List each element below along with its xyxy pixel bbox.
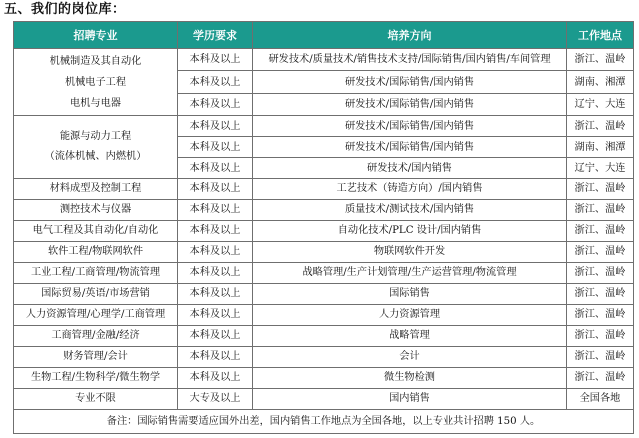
education-cell: 本科及以上: [178, 116, 253, 137]
education-cell: 本科及以上: [178, 137, 253, 158]
table-row: [14, 49, 634, 71]
table-row: [14, 388, 634, 409]
education-cell: 本科及以上: [178, 346, 253, 367]
direction-cell: 战略管理/生产计划管理/生产运营管理/物流管理: [253, 262, 567, 283]
education-cell: 本科及以上: [178, 220, 253, 241]
section-heading: 五、我们的岗位库：: [4, 2, 126, 17]
direction-cell: 国际销售: [253, 283, 567, 304]
major-cell: 财务管理/会计: [14, 346, 178, 367]
direction-cell: 会计: [253, 346, 567, 367]
direction-cell: 研发技术/国际销售/国内销售: [253, 137, 567, 158]
header-major: 招聘专业: [14, 22, 178, 49]
location-cell: 浙江、温岭: [567, 346, 634, 367]
major-cell-group1: [14, 49, 178, 116]
major-subtitle: （流体机械、内燃机）: [44, 151, 147, 163]
education-cell: 大专及以上: [178, 388, 253, 409]
direction-cell: 研发技术/国内销售: [253, 158, 567, 179]
direction-cell: 人力资源管理: [253, 304, 567, 325]
education-cell: 本科及以上: [178, 367, 253, 388]
location-cell: 湖南、湘潭: [567, 71, 634, 93]
location-cell: 浙江、温岭: [567, 262, 634, 283]
direction-cell: 质量技术/测试技术/国内销售: [253, 199, 567, 220]
table-row: [14, 346, 634, 367]
table-row: [14, 283, 634, 304]
footnote: 备注：国际销售需要适应国外出差，国内销售工作地点为全国各地，以上专业共计招聘 150 人。: [14, 409, 634, 433]
table-row: [14, 262, 634, 283]
education-cell: 本科及以上: [178, 158, 253, 179]
major-name: 电机与电器: [70, 97, 121, 109]
education-cell: 本科及以上: [178, 49, 253, 71]
location-cell: 湖南、湘潭: [567, 137, 634, 158]
direction-cell: 研发技术/国际销售/国内销售: [253, 93, 567, 115]
location-cell: 辽宁、大连: [567, 93, 634, 115]
major-cell: 软件工程/物联网软件: [14, 241, 178, 262]
direction-cell: 研发技术/质量技术/销售技术支持/国际销售/国内销售/车间管理: [253, 49, 567, 71]
education-cell: 本科及以上: [178, 199, 253, 220]
location-cell: 全国各地: [567, 388, 634, 409]
location-cell: 浙江、温岭: [567, 199, 634, 220]
location-cell: 浙江、温岭: [567, 283, 634, 304]
table-row: [14, 199, 634, 220]
major-cell: 国际贸易/英语/市场营销: [14, 283, 178, 304]
location-cell: 浙江、温岭: [567, 179, 634, 200]
major-name: 能源与动力工程: [59, 131, 132, 143]
major-cell: 专业不限: [14, 388, 178, 409]
table-row: [14, 241, 634, 262]
education-cell: 本科及以上: [178, 304, 253, 325]
major-cell: 电气工程及其自动化/自动化: [14, 220, 178, 241]
location-cell: 浙江、温岭: [567, 49, 634, 71]
direction-cell: 战略管理: [253, 325, 567, 346]
table-row: [14, 304, 634, 325]
major-cell: 材料成型及控制工程: [14, 179, 178, 200]
major-cell-group2: [14, 116, 178, 179]
major-cell: 工业工程/工商管理/物流管理: [14, 262, 178, 283]
table-row: [14, 367, 634, 388]
location-cell: 浙江、温岭: [567, 116, 634, 137]
education-cell: 本科及以上: [178, 179, 253, 200]
education-cell: 本科及以上: [178, 262, 253, 283]
table-row: [14, 179, 634, 200]
location-cell: 浙江、温岭: [567, 220, 634, 241]
major-cell: 测控技术与仪器: [14, 199, 178, 220]
header-location: 工作地点: [567, 22, 634, 49]
header-direction: 培养方向: [253, 22, 567, 49]
table-row: [14, 220, 634, 241]
location-cell: 浙江、温岭: [567, 241, 634, 262]
location-cell: 浙江、温岭: [567, 325, 634, 346]
location-cell: 浙江、温岭: [567, 304, 634, 325]
education-cell: 本科及以上: [178, 241, 253, 262]
job-table: [13, 21, 634, 434]
direction-cell: 国内销售: [253, 388, 567, 409]
table-row: [14, 116, 634, 137]
location-cell: 辽宁、大连: [567, 158, 634, 179]
direction-cell: 物联网软件开发: [253, 241, 567, 262]
header-education: 学历要求: [178, 22, 253, 49]
footnote-row: [14, 409, 634, 433]
education-cell: 本科及以上: [178, 283, 253, 304]
table-header-row: [14, 22, 634, 49]
major-cell: 生物工程/生物科学/微生物学: [14, 367, 178, 388]
location-cell: 浙江、温岭: [567, 367, 634, 388]
major-name: 机械制造及其自动化: [49, 55, 142, 67]
direction-cell: 工艺技术（铸造方向）/国内销售: [253, 179, 567, 200]
direction-cell: 自动化技术/PLC 设计/国内销售: [253, 220, 567, 241]
education-cell: 本科及以上: [178, 71, 253, 93]
major-name: 机械电子工程: [64, 76, 127, 88]
major-cell: 工商管理/金融/经济: [14, 325, 178, 346]
major-cell: 人力资源管理/心理学/工商管理: [14, 304, 178, 325]
direction-cell: 研发技术/国际销售/国内销售: [253, 71, 567, 93]
direction-cell: 研发技术/国际销售/国内销售: [253, 116, 567, 137]
table-row: [14, 325, 634, 346]
education-cell: 本科及以上: [178, 325, 253, 346]
education-cell: 本科及以上: [178, 93, 253, 115]
direction-cell: 微生物检测: [253, 367, 567, 388]
